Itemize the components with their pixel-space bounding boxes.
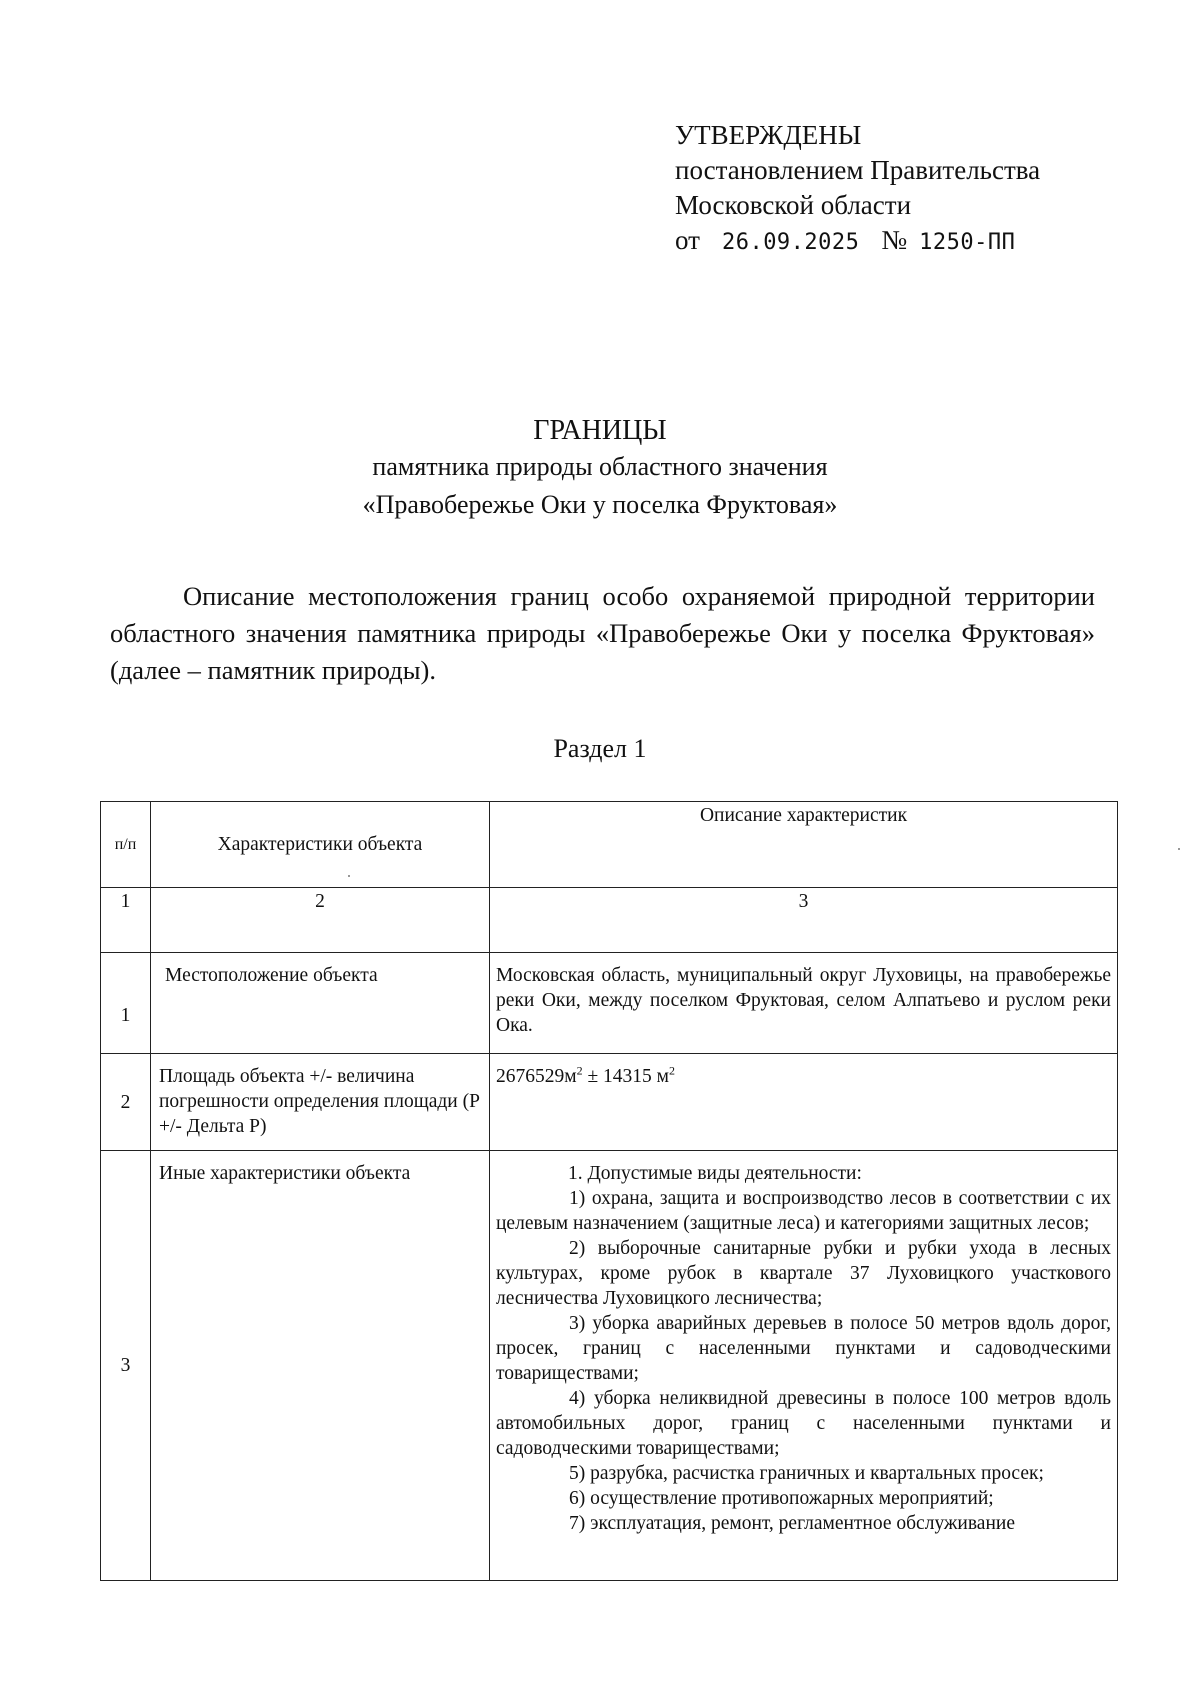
header-description: Описание характеристик [490, 802, 1118, 888]
header-characteristics: Характеристики объекта [151, 802, 490, 888]
number-prefix: № [881, 225, 908, 255]
list-item: 4) уборка неликвидной древесины в полосе 100 метров вдоль автомобильных дорог, границ с населенными пунктами и садоводческими товариществами; [496, 1388, 1111, 1459]
area-error-unit-sup: 2 [669, 1063, 676, 1078]
scan-speck [1178, 848, 1180, 850]
scan-speck [348, 875, 350, 877]
list-item: 6) осуществление противопожарных мероприятий; [569, 1488, 994, 1509]
header-index: п/п [101, 802, 151, 888]
approval-date: 26.09.2025 [721, 230, 860, 255]
area-error: ± 14315 м [582, 1066, 670, 1087]
area-unit-sup: 2 [576, 1063, 583, 1078]
table-row [101, 1054, 1118, 1151]
list-item: 2) выборочные санитарные рубки и рубки ухода в лесных культурах, кроме рубок в квартале 37 Луховицкого участкового лесничества Луховицкого лесничества; [496, 1238, 1111, 1309]
date-prefix: от [675, 225, 700, 255]
list-item: 1) охрана, защита и воспроизводство лесов в соответствии с их целевым назначением (защитные леса) и категориями защитных лесов; [496, 1188, 1111, 1234]
column-number-row [101, 888, 1118, 953]
row-name: Площадь объекта +/- величина погрешности определения площади (Р +/- Дельта Р) [151, 1054, 490, 1151]
column-number: 1 [101, 888, 151, 953]
approval-line-1: постановлением Правительства [675, 155, 1041, 185]
row-name: Местоположение объекта [151, 953, 490, 1054]
section-title: Раздел 1 [553, 734, 647, 763]
intro-paragraph: Описание местоположения границ особо охраняемой природной территории областного значения памятника природы «Правобережье Оки у поселка Фруктовая» (далее – памятник природы). [110, 581, 1095, 685]
row-description: Московская область, муниципальный округ Луховицы, на правобережье реки Оки, между поселком Фруктовая, селом Алпатьево и руслом реки Ока. [490, 953, 1118, 1054]
approval-stamp [675, 118, 1040, 260]
document-subtitle-1: памятника природы областного значения [372, 452, 828, 481]
row-description-list [490, 1151, 1118, 1581]
row-name: Иные характеристики объекта [151, 1151, 490, 1581]
characteristics-table [100, 801, 1118, 1581]
list-item: 7) эксплуатация, ремонт, регламентное обслуживание [569, 1513, 1015, 1534]
row-number: 1 [101, 953, 151, 1054]
approval-date-line [675, 223, 1040, 260]
approval-number: 1250-ПП [919, 230, 1016, 255]
approval-line-2: Московской области [675, 190, 912, 220]
row-number: 3 [101, 1151, 151, 1581]
list-item: 3) уборка аварийных деревьев в полосе 50 метров вдоль дорог, просек, границ с населенными пунктами и садоводческими товариществами; [496, 1313, 1111, 1384]
table-row [101, 1151, 1118, 1581]
approval-title: УТВЕРЖДЕНЫ [675, 120, 862, 150]
list-item: 5) разрубка, расчистка граничных и квартальных просек; [569, 1463, 1044, 1484]
row-number: 2 [101, 1054, 151, 1151]
table-header-row [101, 802, 1118, 888]
column-number: 2 [151, 888, 490, 953]
area-value: 2676529м [496, 1066, 577, 1087]
column-number: 3 [490, 888, 1118, 953]
document-title: ГРАНИЦЫ [533, 415, 667, 446]
row-area-value [490, 1054, 1118, 1151]
document-subtitle-2: «Правобережье Оки у поселка Фруктовая» [362, 490, 838, 519]
list-title: 1. Допустимые виды деятельности: [568, 1163, 862, 1184]
table-row [101, 953, 1118, 1054]
